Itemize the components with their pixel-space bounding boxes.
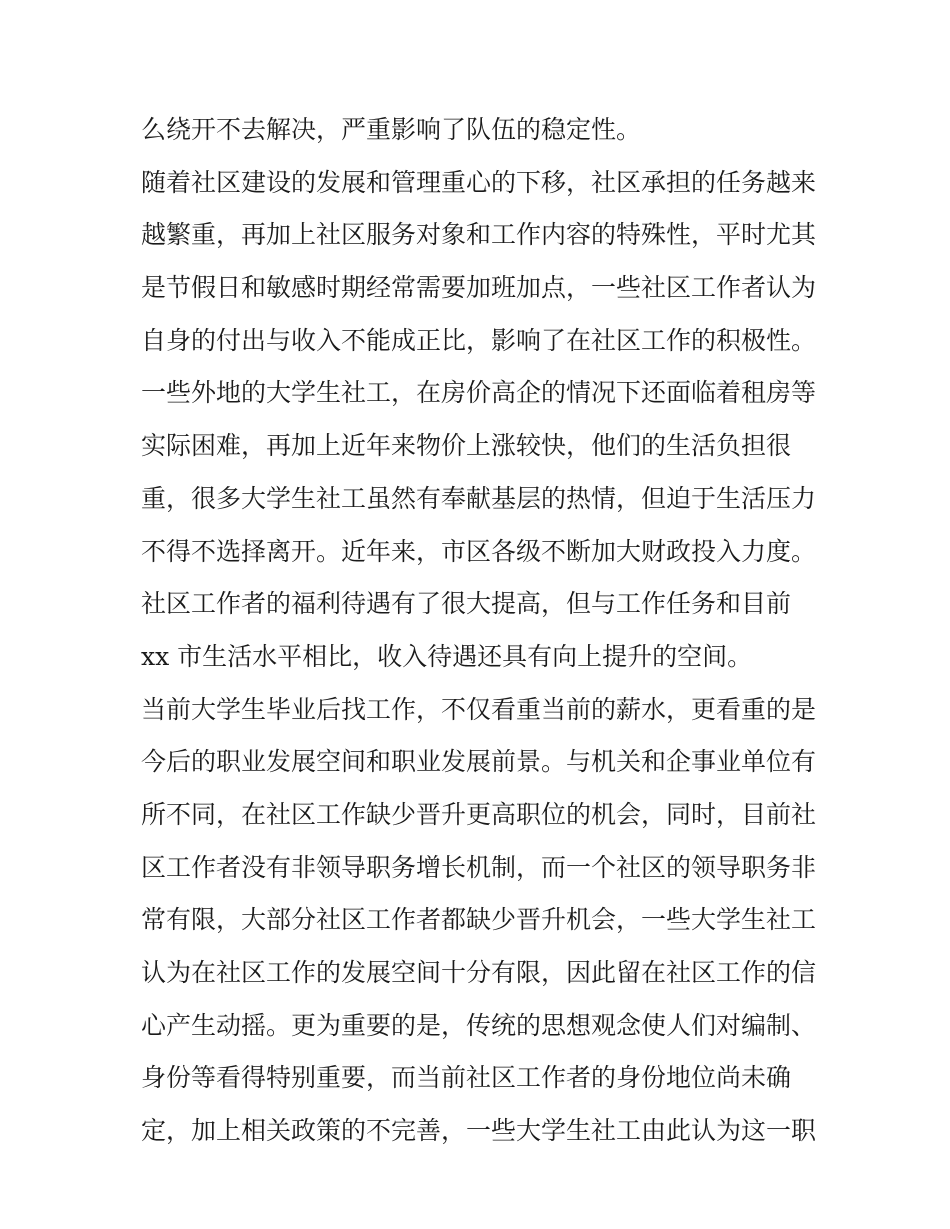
text-line: 今后的职业发展空间和职业发展前景。与机关和企事业单位有 <box>141 747 817 777</box>
text-line: 随着社区建设的发展和管理重心的下移，社区承担的任务越来 <box>141 167 817 197</box>
text-line: 越繁重，再加上社区服务对象和工作内容的特殊性，平时尤其 <box>141 220 817 250</box>
text-line: 社区工作者的福利待遇有了很大提高，但与工作任务和目前 <box>141 589 792 619</box>
text-line: 区工作者没有非领导职务增长机制，而一个社区的领导职务非 <box>141 852 817 882</box>
text-line: 重，很多大学生社工虽然有奉献基层的热情，但迫于生活压力 <box>141 483 817 513</box>
text-line: 是节假日和敏感时期经常需要加班加点，一些社区工作者认为 <box>141 273 817 303</box>
text-line: 认为在社区工作的发展空间十分有限，因此留在社区工作的信 <box>141 958 817 987</box>
text-line: 常有限，大部分社区工作者都缺少晋升机会，一些大学生社工 <box>141 905 817 935</box>
text-line: 自身的付出与收入不能成正比，影响了在社区工作的积极性。 <box>141 325 817 355</box>
text-line: 实际困难，再加上近年来物价上涨较快，他们的生活负担很 <box>141 431 792 461</box>
text-line: 么绕开不去解决，严重影响了队伍的稳定性。 <box>141 115 642 144</box>
text-line: 一些外地的大学生社工，在房价高企的情况下还面临着租房等 <box>141 378 817 408</box>
body-text <box>141 104 821 1158</box>
text-line: 所不同，在社区工作缺少晋升更高职位的机会，同时，目前社 <box>141 799 817 829</box>
text-line: 身份等看得特别重要，而当前社区工作者的身份地位尚未确 <box>141 1063 792 1093</box>
text-line: 不得不选择离开。近年来，市区各级不断加大财政投入力度。 <box>141 536 817 566</box>
text-line: 当前大学生毕业后找工作，不仅看重当前的薪水，更看重的是 <box>141 694 817 724</box>
text-line: xx 市生活水平相比，收入待遇还具有向上提升的空间。 <box>141 641 753 671</box>
text-line: 定，加上相关政策的不完善，一些大学生社工由此认为这一职 <box>141 1116 817 1146</box>
text-line: 心产生动摇。更为重要的是，传统的思想观念使人们对编制、 <box>141 1010 817 1040</box>
